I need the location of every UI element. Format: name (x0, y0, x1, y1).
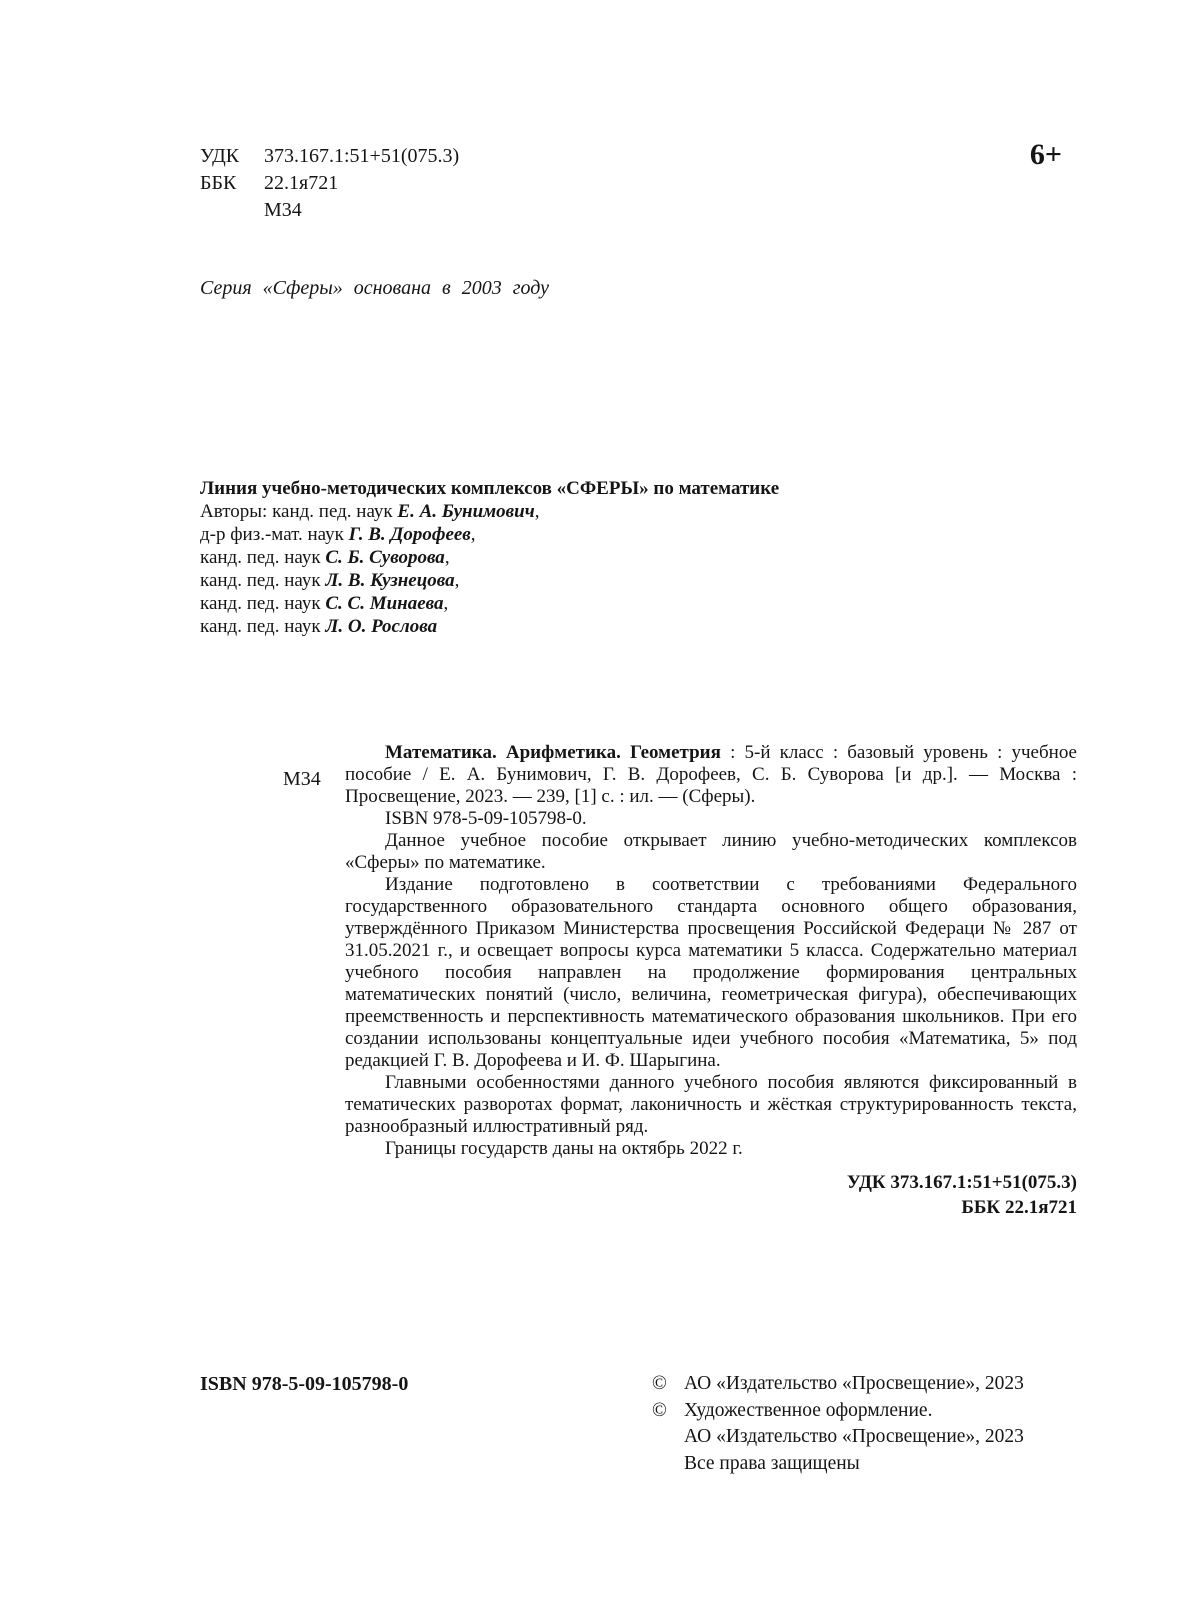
copyright-text: Все права защищены (684, 1452, 860, 1474)
udk-bottom: УДК 373.167.1:51+51(075.3) (846, 1172, 1077, 1193)
author-line (200, 500, 960, 523)
m34-code-top: М34 (264, 199, 302, 221)
annotation-block (345, 742, 1077, 1220)
author-prefix: д-р физ.-мат. наук (200, 524, 349, 545)
age-rating-badge: 6+ (1029, 138, 1062, 171)
bottom-codes (345, 1170, 1077, 1220)
author-name: С. С. Минаева (325, 593, 444, 614)
author-name: С. Б. Суворова (325, 547, 445, 568)
author-suffix: , (534, 501, 540, 522)
copyright-mark: © (652, 1373, 667, 1394)
author-name: Л. О. Рослова (325, 616, 438, 637)
copyright-text: АО «Издательство «Просвещение», 2023 (684, 1426, 1024, 1447)
annotation-paragraph: Издание подготовлено в соответствии с требованиями Федерального государственного образовательного стандарта основного общего образования, утверждённого Приказом Министерства просвещения Российской Федераци № 287 от 31.05.2021 г., и освещает вопросы курса математики 5 класса. Содержательно материал учебного пособия направлен на продолжение формирования центральных математических понятий (число, величина, геометрическая фигура), обеспечивающих преемственность и перспективность математического образования школьников. При его создании использованы концептуальные идеи учебного пособия «Математика, 5» под редакцией Г. В. Дорофеева и И. Ф. Шарыгина. (345, 874, 1077, 1071)
copyright-mark (652, 1451, 684, 1478)
header-codes (200, 143, 459, 224)
copyright-mark (652, 1424, 684, 1451)
copyright-text: АО «Издательство «Просвещение», 2023 (684, 1373, 1024, 1394)
copyright-mark: © (652, 1399, 667, 1421)
authors-list (200, 500, 960, 638)
author-line (200, 523, 960, 546)
author-line (200, 615, 960, 638)
author-prefix: канд. пед. наук (200, 547, 326, 568)
bbk-bottom: ББК 22.1я721 (961, 1197, 1077, 1218)
author-name: Е. А. Бунимович (397, 501, 535, 522)
author-name: Г. В. Дорофеев (348, 524, 471, 545)
bbk-label: ББК (200, 172, 237, 194)
author-line (200, 546, 960, 569)
m34-code: М34 (283, 768, 321, 790)
author-prefix: Авторы: канд. пед. наук (200, 501, 398, 522)
copyright-list (652, 1371, 1024, 1477)
udk-value: 373.167.1:51+51(075.3) (264, 145, 460, 167)
annotation-paragraph: Данное учебное пособие открывает линию учебно-методических комплексов «Сферы» по математике. (345, 830, 1077, 873)
author-line (200, 592, 960, 615)
bbk-value: 22.1я721 (264, 172, 339, 194)
series-note: Серия «Сферы» основана в 2003 году (200, 277, 549, 299)
author-prefix: канд. пед. наук (200, 570, 326, 591)
copyright-text: Художественное оформление. (684, 1399, 933, 1421)
annotation-paragraph: Границы государств даны на октябрь 2022 г. (385, 1138, 743, 1159)
footer-isbn: ISBN 978-5-09-105798-0 (200, 1373, 409, 1395)
author-prefix: канд. пед. наук (200, 616, 326, 637)
bib-title: Математика. Арифметика. Геометрия (385, 742, 721, 763)
annotation-paragraph: Главными особенностями данного учебного пособия являются фиксированный в тематических разворотах формат, лаконичность и жёсткая структурированность текста, разнообразный иллюстративный ряд. (345, 1072, 1077, 1137)
author-suffix: , (470, 524, 476, 545)
author-line (200, 569, 960, 592)
author-prefix: канд. пед. наук (200, 593, 326, 614)
author-name: Л. В. Кузнецова (325, 570, 455, 591)
author-suffix: , (454, 570, 460, 591)
bib-details: : 5-й класс : базовый уровень : учебное пособие / Е. А. Бунимович, Г. В. Дорофеев, С. Б. Суворова [и др.]. — Москва : Просвещение, 2023. — 239, [1] с. : ил. — (Сферы). (345, 742, 1077, 807)
author-suffix: , (444, 547, 450, 568)
author-suffix: , (443, 593, 449, 614)
isbn-line: ISBN 978-5-09-105798-0. (385, 808, 587, 829)
umk-heading: Линия учебно-методических комплексов «СФЕРЫ» по математике (200, 478, 780, 499)
bibliographic-description (345, 742, 1077, 808)
udk-label: УДК (200, 145, 240, 167)
umk-block (200, 477, 960, 638)
